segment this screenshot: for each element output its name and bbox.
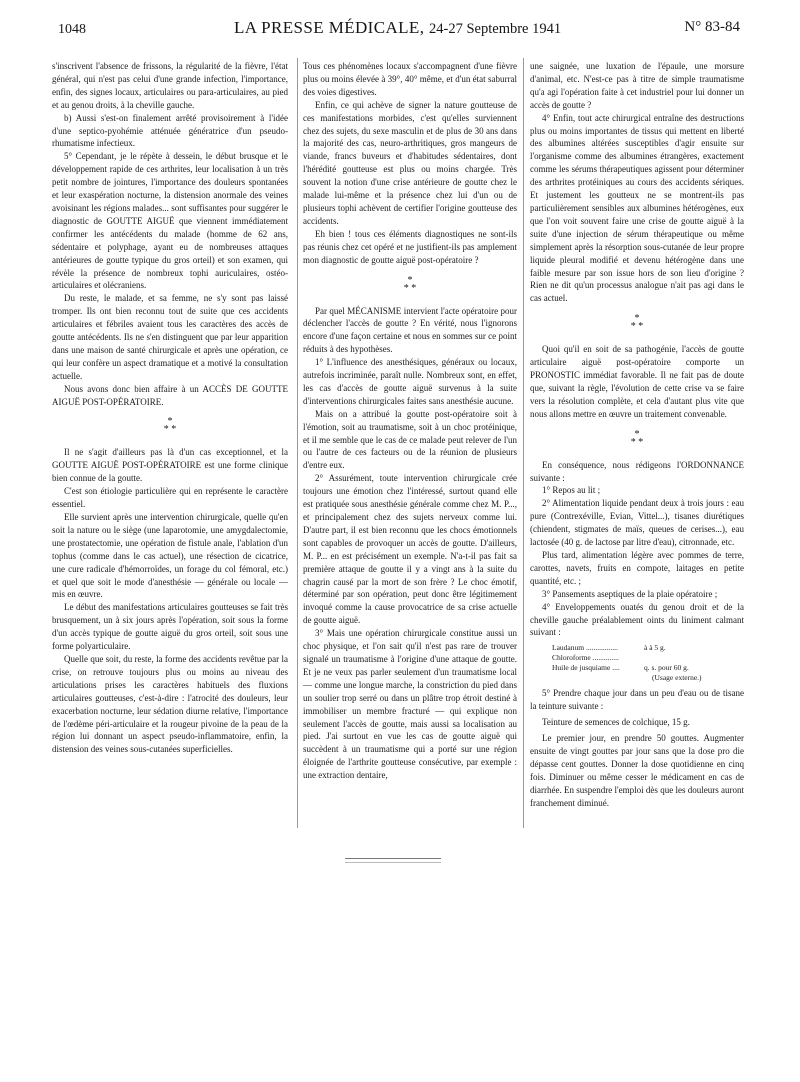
paragraph: 5° Cependant, je le répète à dessein, le début brusque et le développement rapide de ces arthrites, leur localisation à un très petit nombre de jointures, l'importance des douleurs spontanées et leur exaspération nocturne, la distension anormale des veines avoisinant les régions malades... sont suffisantes pour suggérer le diagnostic de GOUTTE AIGUË que viennent immédiatement confirmer les antécédents du malade (homme de 62 ans, sédentaire et polyphage, ayant eu de nombreuses attaques antérieures de goutte typique du gros orteil) et son examen, qui révèle la présence de nombreux tophi auriculaires, ostéo-articulaires et olécraniens. [52,151,288,291]
page-number: 1048 [58,22,86,37]
column-divider [297,58,298,828]
column-1 [52,60,288,756]
paragraph: Par quel MÉCANISME intervient l'acte opératoire pour déclencher l'accès de goutte ? En vérité, nous l'ignorons encore d'une façon certaine et nous en sommes sur ce point réduits à des hypothèses. [303,305,517,355]
end-rule [345,862,441,863]
recipe-line [552,663,744,673]
issue-date: 24-27 Septembre 1941 [429,21,562,37]
column-2 [303,60,517,782]
paragraph: 2° Assurément, toute intervention chirurgicale crée toujours une émotion chez l'intéressé, surtout quand elle est pratiquée sous anesthésie générale comme chez M. P..., et principalement chez des sujets nerveux comme lui. D'autre part, il est bien reconnu que les chocs émotionnels sont capables de provoquer un accès de goutte. D'ailleurs, M. P... en est précisément un exemple. N'a-t-il pas fait sa première attaque de goutte il y a vingt ans à la suite du chagrin causé par la mort de son frère ? Le choc émotif, déterminé par son opération, peut donc être légitimement invoqué comme la cause provocatrice de sa crise actuelle de goutte aiguë. [303,473,517,626]
recipe-line [552,653,744,663]
recipe-ingredient: Chloroforme .............. [552,653,619,663]
column-divider [523,58,524,828]
recipe-line [552,643,744,653]
paragraph: Il ne s'agit d'ailleurs pas là d'un cas exceptionnel, et la GOUTTE AIGUË POST-OPÉRATOIRE est une forme clinique bien connue de la goutte. [52,447,288,484]
paragraph: Tous ces phénomènes locaux s'accompagnent d'une fièvre plus ou moins élevée à 39°, 40° même, et d'un état saburral des voies digestives. [303,61,517,97]
paragraph: En conséquence, nous rédigeons l'ORDONNANCE suivante : [530,459,744,483]
prescription-item: 5° Prendre chaque jour dans un peu d'eau ou de tisane la teinture suivante : [530,688,744,712]
page-header [58,18,740,40]
recipe-dose [644,653,716,663]
paragraph: Eh bien ! tous ces éléments diagnostiques ne sont-ils pas réunis chez cet opéré et ne justifient-ils pas amplement mon diagnostic de goutte aiguë post-opératoire ? [303,228,517,265]
recipe-dose: q. s. pour 60 g. [644,663,689,673]
paragraph: Elle survient après une intervention chirurgicale, quelle qu'en soit la nature ou le siège (une laparotomie, une amygdalectomie, une prostatectomie, une opération de fistule anale, l'ablation d'un tophus (comme dans le cas actuel), une résection de cicatrice, une cure radicale d'hémorroïdes, un forage du col fémoral, etc.) et quel que soit le mode d'anesthésie — générale ou locale — mis en œuvre. [52,512,288,600]
liniment-recipe [552,643,744,683]
paragraph: une saignée, une luxation de l'épaule, une morsure d'animal, etc. N'est-ce pas à titre de simple traumatisme qu'a agi l'opération faite à cet industriel pour lui donner un accès de goutte ? [530,61,744,110]
prescription-item: Plus tard, alimentation légère avec pommes de terre, carottes, navets, fruits en compote, laitages en petite quantité, etc. ; [530,550,744,586]
issue-number: N° 83-84 [684,19,740,35]
prescription-formula: Teinture de semences de colchique, 15 g. [542,717,690,728]
paragraph: Nous avons donc bien affaire à un ACCÈS DE GOUTTE AIGUË POST-OPÉRATOIRE. [52,383,288,407]
section-separator: * * * [630,313,644,333]
end-rule [345,858,441,859]
section-separator: * * * [630,428,644,448]
section-separator: * * * [163,416,177,436]
paragraph: 4° Enfin, tout acte chirurgical entraîne des destructions plus ou moins importantes de tissus qui mettent en liberté des albumines altérées susceptibles d'agir ensuite sur l'organisme comme des albumines étrangères, exactement comme les sérums thérapeutiques agissent pour déterminer des arthrites protéiniques au cours des accidents sériques. Et justement les goutteux ne se montrent-ils pas particulièrement sensibles aux albumines hétérogènes, eux que l'on voit souvent faire une crise de goutte aiguë à la suite d'une injection de sérum thérapeutique ou même simplement après la résorption sous-cutanée de leur propre liquide pleural modifié et devenu hétérogène dans une faible mesure par son issue hors de son lieu d'origine ? Rien ne dit qu'un processus analogue n'ait pas agi dans le cas actuel. [530,112,744,304]
prescription-item: 2° Alimentation liquide pendant deux à trois jours : eau pure (Contrexéville, Evian, Vittel...), tisanes diurétiques (chiendent, stigmates de maïs, queues de cerises...), eau lactosée (40 g. de lactose par litre d'eau), citronnade, etc. [530,498,744,548]
paragraph: Quoi qu'il en soit de sa pathogénie, l'accès de goutte articulaire aiguë post-opératoire comporte un PRONOSTIC immédiat favorable. Il ne fait pas de doute que, suivant la règle, l'évolution de cette crise va se faire vers la résolution complète, et cela d'autant plus vite que nous allons mettre en œuvre un traitement convenable. [530,344,744,419]
paragraph: b) Aussi s'est-on finalement arrêté provisoirement à l'idée d'une septico-pyohémie atténuée génératrice d'un pseudo-rhumatisme infectieux. [52,112,288,149]
section-separator: * * * [403,274,417,294]
journal-name: LA PRESSE MÉDICALE, [234,18,425,37]
column-3 [530,60,744,810]
recipe-note: (Usage externe.) [652,673,702,683]
recipe-dose: à à 5 g. [644,643,666,653]
paragraph: 3° Mais une opération chirurgicale constitue aussi un choc physique, et l'on sait qu'il n'est pas rare de trouver signalé un traumatisme à l'origine d'une attaque de goutte. Et je ne veux pas parler seulement d'un traumatisme local — comme une longue marche, la constriction du pied dans un soulier trop serré ou dans un plâtre trop étroit destiné à immobiliser un membre fracturé — qui explique non seulement l'accès de goutte, mais aussi sa localisation au pied. J'ai surtout en vue les cas de goutte aiguë qui succèdent à un traumatisme qui a porté sur une région éloignée de l'arthrite goutteuse consécutive, par exemple : une extraction dentaire, [303,628,517,781]
paragraph: Du reste, le malade, et sa femme, ne s'y sont pas laissé tromper. Ils ont bien reconnu tout de suite que ces accidents articulaires et fébriles avaient tous les caractères des accès de goutte antécédents. Ils ne s'en distinguent que par leur apparition dans une maison de santé chirurgicale et après une opération, ce qui leur confère un aspect dramatique et a motivé la consultation actuelle. [52,293,288,381]
paragraph: Le début des manifestations articulaires goutteuses se fait très brusquement, un à six jours après l'opération, soit sous la forme d'un accès typique de goutte aiguë du gros orteil, soit sous une forme polyarticulaire. [52,602,288,652]
journal-title [234,18,561,38]
recipe-ingredient: Huile de jusquiame .... [552,663,620,673]
paragraph: Mais on a attribué la goutte post-opératoire soit à l'émotion, soit au traumatisme, soit à un choc protéinique, et il me semble que le cas de ce malade peut relever de l'un ou l'autre de ces facteurs ou de la réunion de plusieurs d'entre eux. [303,408,517,471]
recipe-ingredient: Laudanum ................. [552,643,618,653]
paragraph: s'inscrivent l'absence de frissons, la régularité de la fièvre, l'état général, qui n'est pas celui d'une grande infection, l'importance, enfin, des signes locaux, articulaires ou para-articulaires, au pied et au genou droits, à la cheville gauche. [52,61,288,110]
prescription-item: 1° Repos au lit ; [542,485,601,496]
paragraph: Enfin, ce qui achève de signer la nature goutteuse de ces manifestations morbides, c'est qu'elles surviennent chez des sujets, du sexe masculin et de plus de 30 ans dans la majorité des cas, neuro-arthritiques, gros mangeurs de viande, francs buveurs et d'habitudes sédentaires, dont l'hérédité goutteuse est plus ou moins chargée. Très souvent la notion d'une crise antérieure de goutte chez le malade lui-même et la présence chez lui d'un ou de plusieurs tophi achèvent de certifier l'origine goutteuse des accidents. [303,99,517,226]
prescription-item: 4° Enveloppements ouatés du genou droit et de la cheville gauche préalablement oints du liniment calmant suivant : [530,601,744,638]
prescription-item: 3° Pansements aseptiques de la plaie opératoire ; [542,588,718,599]
paragraph: Quelle que soit, du reste, la forme des accidents revêtue par la crise, on retrouve toujours plus ou moins au niveau des articulations prises les caractères habituels des fluxions articulaires goutteuses, c'est-à-dire : l'atrocité des douleurs, leur exacerbation nocturne, leur sédation diurne relative, l'importance de l'œdème péri-articulaire et la rougeur pivoine de la peau de la région lui donnant un aspect pseudo-inflammatoire, enfin, la distension des veines sous-cutanées superficielles. [52,653,288,755]
paragraph: 1° L'influence des anesthésiques, généraux ou locaux, autrefois incriminée, paraît nulle. Nombreux sont, en effet, les cas d'accès de goutte aiguë survenus à la suite d'interventions chirurgicales faites sans anesthésie aucune. [303,357,517,406]
paragraph: Le premier jour, en prendre 50 gouttes. Augmenter ensuite de vingt gouttes par jour sans que la dose pro die dépasse cent gouttes. Donner la dose quotidienne en cinq fois. Diminuer ou même cesser le médicament en cas de diarrhée. En suspendre l'emploi dès que les douleurs auront franchement diminué. [530,733,744,808]
paragraph: C'est son étiologie particulière qui en représente le caractère essentiel. [52,486,288,510]
